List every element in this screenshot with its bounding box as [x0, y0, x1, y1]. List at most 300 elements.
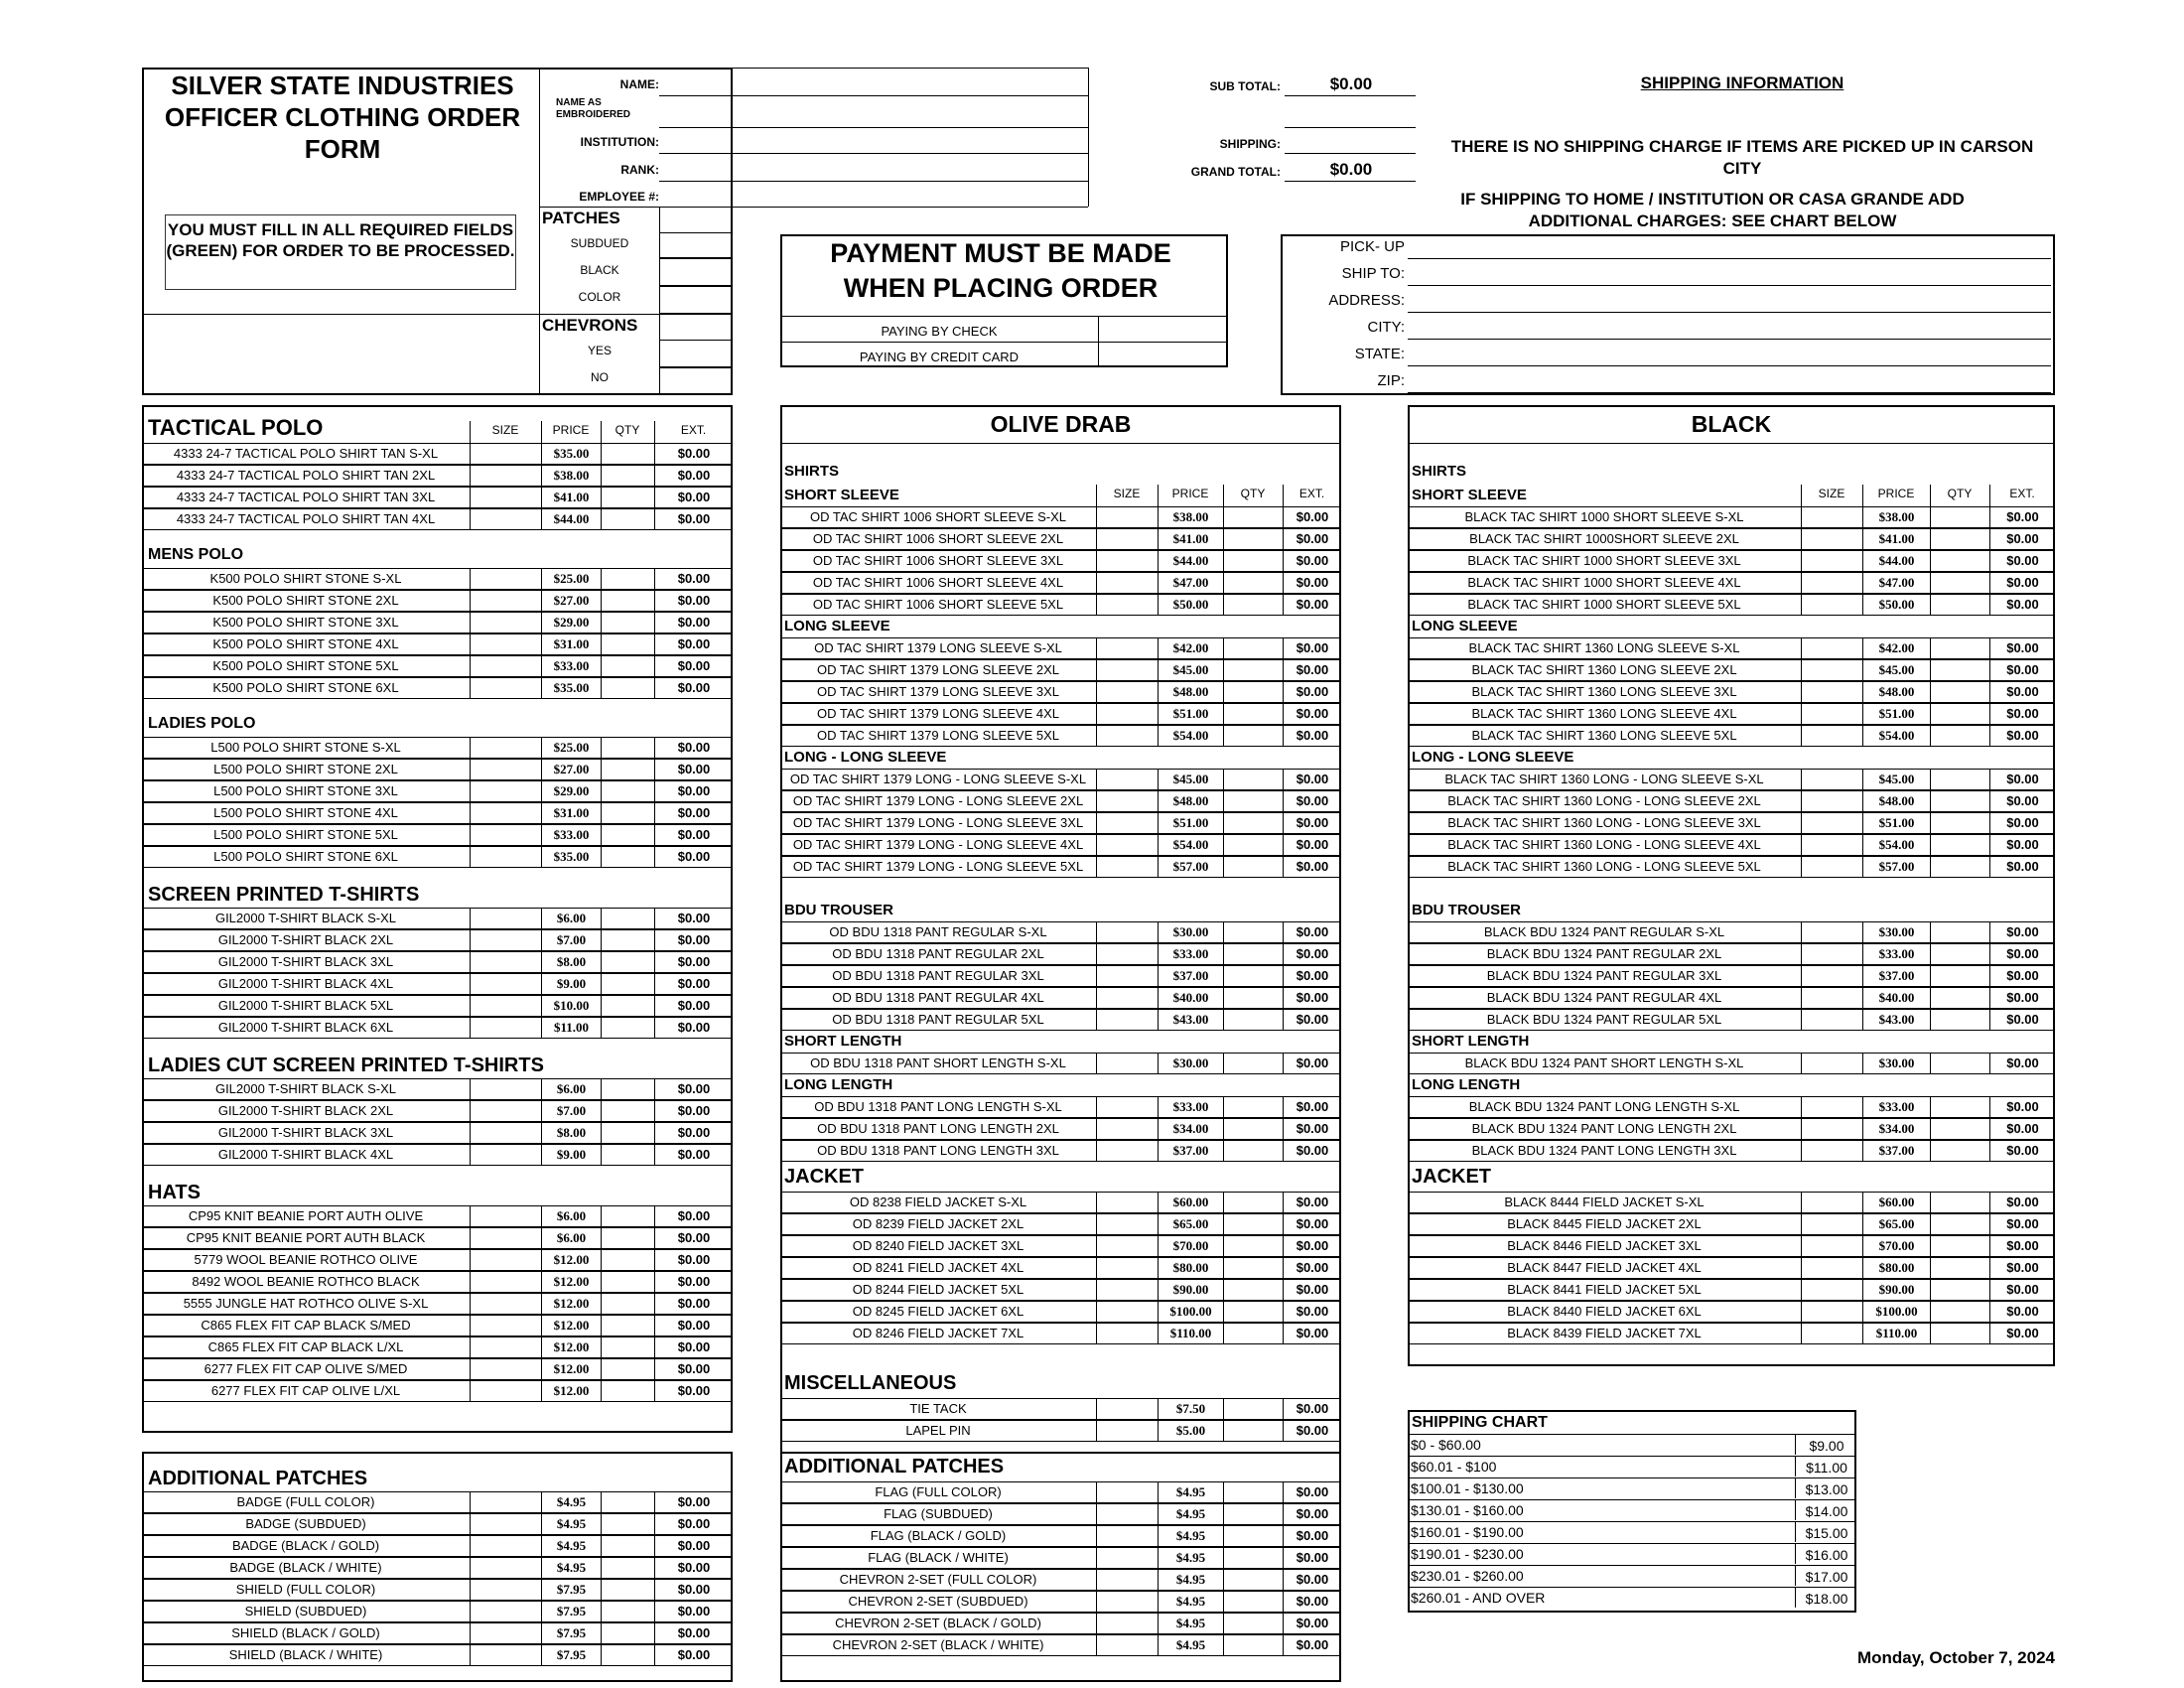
size-field[interactable]: [1096, 1504, 1158, 1524]
name-field[interactable]: [659, 95, 1088, 96]
item-extension: $0.00: [654, 1492, 733, 1512]
quantity-field[interactable]: [601, 738, 654, 758]
quantity-field[interactable]: [1930, 1324, 1989, 1343]
item-price: $38.00: [1158, 507, 1223, 527]
quantity-field[interactable]: [1930, 704, 1989, 724]
quantity-field[interactable]: [1930, 1119, 1989, 1139]
size-field[interactable]: [1801, 1097, 1862, 1117]
black-item-row: [1408, 506, 2055, 528]
size-field[interactable]: [1096, 944, 1158, 964]
patches-color-field[interactable]: [659, 286, 733, 314]
address-field-0[interactable]: [1408, 258, 2051, 259]
quantity-field[interactable]: [601, 1536, 654, 1556]
shipping-range: $260.01 - AND OVER: [1411, 1590, 1546, 1606]
quantity-field[interactable]: [1223, 1526, 1283, 1546]
size-field[interactable]: [1801, 1280, 1862, 1300]
size-field[interactable]: [1801, 1193, 1862, 1212]
item-price: $4.95: [1158, 1635, 1223, 1655]
quantity-field[interactable]: [1223, 813, 1283, 833]
size-field[interactable]: [1801, 660, 1862, 680]
size-field[interactable]: [470, 656, 541, 676]
item-extension: $0.00: [1989, 835, 2055, 855]
quantity-field[interactable]: [1930, 1054, 1989, 1073]
pay-card-field[interactable]: [1100, 344, 1225, 365]
size-field[interactable]: [470, 1145, 541, 1165]
size-field[interactable]: [470, 634, 541, 654]
size-field[interactable]: [1096, 1193, 1158, 1212]
quantity-field[interactable]: [1223, 857, 1283, 877]
quantity-field[interactable]: [601, 488, 654, 507]
size-field[interactable]: [470, 1558, 541, 1578]
quantity-field[interactable]: [1930, 1258, 1989, 1278]
item-price: $57.00: [1158, 857, 1223, 877]
quantity-field[interactable]: [601, 1337, 654, 1357]
institution-field[interactable]: [659, 153, 1088, 154]
quantity-field[interactable]: [1930, 1097, 1989, 1117]
quantity-field[interactable]: [601, 1145, 654, 1165]
size-field[interactable]: [470, 591, 541, 611]
quantity-field[interactable]: [601, 1558, 654, 1578]
quantity-field[interactable]: [601, 1228, 654, 1248]
item-price: $4.95: [1158, 1614, 1223, 1633]
quantity-field[interactable]: [1223, 1399, 1283, 1419]
size-field[interactable]: [1096, 1548, 1158, 1568]
quantity-field[interactable]: [1930, 573, 1989, 593]
quantity-field[interactable]: [1930, 1214, 1989, 1234]
item-description: BADGE (SUBDUED): [245, 1516, 366, 1531]
size-field[interactable]: [1801, 704, 1862, 724]
size-field[interactable]: [1096, 966, 1158, 986]
size-field[interactable]: [1096, 1236, 1158, 1256]
quantity-field[interactable]: [1223, 1570, 1283, 1590]
size-field[interactable]: [1096, 988, 1158, 1008]
item-description: GIL2000 T-SHIRT BLACK 2XL: [217, 1103, 394, 1118]
size-field[interactable]: [470, 466, 541, 486]
size-field[interactable]: [1096, 835, 1158, 855]
size-field[interactable]: [1801, 922, 1862, 942]
quantity-field[interactable]: [1930, 857, 1989, 877]
size-field[interactable]: [1801, 1214, 1862, 1234]
size-field[interactable]: [470, 1602, 541, 1621]
size-field[interactable]: [470, 678, 541, 698]
quantity-field[interactable]: [601, 634, 654, 654]
item-extension: $0.00: [654, 760, 733, 779]
item-price: $80.00: [1158, 1258, 1223, 1278]
quantity-field[interactable]: [1930, 835, 1989, 855]
quantity-field[interactable]: [601, 847, 654, 867]
size-field[interactable]: [1801, 726, 1862, 746]
quantity-field[interactable]: [1223, 791, 1283, 811]
size-field[interactable]: [1801, 813, 1862, 833]
item-extension: $0.00: [1283, 1504, 1341, 1524]
size-field[interactable]: [1096, 704, 1158, 724]
quantity-field[interactable]: [1223, 595, 1283, 615]
size-field[interactable]: [1096, 813, 1158, 833]
size-field[interactable]: [1096, 1421, 1158, 1441]
size-field[interactable]: [1096, 1570, 1158, 1590]
size-field[interactable]: [1096, 529, 1158, 549]
quantity-field[interactable]: [1223, 1635, 1283, 1655]
quantity-field[interactable]: [1930, 660, 1989, 680]
olive-item-row: [780, 637, 1341, 659]
size-field[interactable]: [470, 930, 541, 950]
size-field[interactable]: [1096, 1280, 1158, 1300]
size-field[interactable]: [1096, 1097, 1158, 1117]
item-price: $51.00: [1158, 704, 1223, 724]
size-field[interactable]: [1096, 573, 1158, 593]
quantity-field[interactable]: [601, 1206, 654, 1226]
quantity-field[interactable]: [1930, 1280, 1989, 1300]
quantity-field[interactable]: [601, 781, 654, 801]
employee-field[interactable]: [659, 207, 1088, 208]
size-field[interactable]: [470, 1018, 541, 1038]
size-field[interactable]: [470, 847, 541, 867]
size-field[interactable]: [1801, 1010, 1862, 1030]
item-extension: $0.00: [1283, 1421, 1341, 1441]
institution-label: INSTITUTION:: [580, 135, 659, 149]
size-field[interactable]: [1801, 835, 1862, 855]
quantity-field[interactable]: [601, 1101, 654, 1121]
quantity-field[interactable]: [1223, 1141, 1283, 1161]
item-price: $12.00: [541, 1272, 601, 1292]
size-field[interactable]: [470, 825, 541, 845]
address-field-1[interactable]: [1408, 285, 2051, 286]
size-field[interactable]: [1096, 507, 1158, 527]
quantity-field[interactable]: [601, 1602, 654, 1621]
quantity-field[interactable]: [601, 1294, 654, 1314]
quantity-field[interactable]: [1930, 1302, 1989, 1322]
patches-subdued-field[interactable]: [659, 232, 733, 258]
quantity-field[interactable]: [601, 1250, 654, 1270]
quantity-field[interactable]: [1223, 1302, 1283, 1322]
size-field[interactable]: [1096, 595, 1158, 615]
quantity-field[interactable]: [601, 825, 654, 845]
item-extension: $0.00: [1989, 1236, 2055, 1256]
quantity-field[interactable]: [601, 1381, 654, 1401]
size-field[interactable]: [470, 569, 541, 589]
address-field-3[interactable]: [1408, 339, 2051, 340]
quantity-field[interactable]: [1930, 1193, 1989, 1212]
size-field[interactable]: [1096, 1010, 1158, 1030]
quantity-field[interactable]: [1223, 1258, 1283, 1278]
section-title: LADIES CUT SCREEN PRINTED T-SHIRTS: [148, 1055, 544, 1076]
size-field[interactable]: [1801, 638, 1862, 658]
size-field[interactable]: [1801, 944, 1862, 964]
quantity-field[interactable]: [601, 974, 654, 994]
item-extension: $0.00: [654, 1645, 733, 1665]
rank-field[interactable]: [659, 181, 1088, 182]
size-field[interactable]: [1801, 1302, 1862, 1322]
patches-black-field[interactable]: [659, 258, 733, 286]
item-price: $37.00: [1158, 966, 1223, 986]
size-field[interactable]: [470, 760, 541, 779]
shipping-cost: $11.00: [1795, 1457, 1857, 1477]
quantity-field[interactable]: [601, 613, 654, 633]
quantity-field[interactable]: [1223, 638, 1283, 658]
quantity-field[interactable]: [1223, 944, 1283, 964]
quantity-field[interactable]: [1930, 1141, 1989, 1161]
quantity-field[interactable]: [601, 909, 654, 928]
quantity-field[interactable]: [1223, 704, 1283, 724]
quantity-field[interactable]: [1930, 529, 1989, 549]
quantity-field[interactable]: [601, 1316, 654, 1336]
quantity-field[interactable]: [1930, 966, 1989, 986]
shipping-total-field[interactable]: [1285, 153, 1416, 154]
quantity-field[interactable]: [1223, 922, 1283, 942]
quantity-field[interactable]: [1930, 944, 1989, 964]
size-field[interactable]: [470, 974, 541, 994]
size-field[interactable]: [1096, 770, 1158, 789]
pay-check-field[interactable]: [1100, 318, 1225, 340]
size-field[interactable]: [1801, 551, 1862, 571]
size-field[interactable]: [470, 1492, 541, 1512]
form-date: Monday, October 7, 2024: [1856, 1648, 2055, 1667]
size-field[interactable]: [470, 509, 541, 529]
quantity-field[interactable]: [1223, 835, 1283, 855]
quantity-field[interactable]: [1223, 726, 1283, 746]
quantity-field[interactable]: [1930, 726, 1989, 746]
section-title: ADDITIONAL PATCHES: [148, 1468, 368, 1489]
address-field-4[interactable]: [1408, 365, 2051, 366]
size-field[interactable]: [1096, 1054, 1158, 1073]
quantity-field[interactable]: [601, 466, 654, 486]
quantity-field[interactable]: [601, 444, 654, 464]
size-field[interactable]: [470, 803, 541, 823]
size-field[interactable]: [470, 1123, 541, 1143]
item-extension: $0.00: [654, 803, 733, 823]
size-field[interactable]: [1801, 1119, 1862, 1139]
quantity-field[interactable]: [1223, 966, 1283, 986]
size-field[interactable]: [1096, 1399, 1158, 1419]
size-field[interactable]: [470, 1272, 541, 1292]
item-price: $51.00: [1862, 704, 1930, 724]
quantity-field[interactable]: [1223, 1592, 1283, 1612]
embroidered-name-field[interactable]: [659, 127, 1088, 128]
quantity-field[interactable]: [601, 1123, 654, 1143]
quantity-field[interactable]: [1223, 529, 1283, 549]
quantity-field[interactable]: [1930, 507, 1989, 527]
size-field[interactable]: [1096, 551, 1158, 571]
left-item-row: [142, 1078, 733, 1100]
quantity-field[interactable]: [1223, 1119, 1283, 1139]
size-field[interactable]: [1096, 1482, 1158, 1502]
address-field-2[interactable]: [1408, 312, 2051, 313]
quantity-field[interactable]: [601, 569, 654, 589]
quantity-field[interactable]: [1223, 988, 1283, 1008]
item-extension: $0.00: [1283, 1141, 1341, 1161]
item-price: $10.00: [541, 996, 601, 1016]
quantity-field[interactable]: [601, 656, 654, 676]
address-label-0: PICK- UP: [1339, 238, 1405, 255]
size-field[interactable]: [470, 1079, 541, 1099]
quantity-field[interactable]: [601, 803, 654, 823]
quantity-field[interactable]: [601, 1492, 654, 1512]
size-field[interactable]: [470, 488, 541, 507]
size-field[interactable]: [1096, 1302, 1158, 1322]
item-extension: $0.00: [1283, 922, 1341, 942]
quantity-field[interactable]: [1223, 660, 1283, 680]
size-field[interactable]: [470, 1206, 541, 1226]
quantity-field[interactable]: [601, 1580, 654, 1600]
size-field[interactable]: [1096, 1258, 1158, 1278]
address-label-1: SHIP TO:: [1341, 265, 1405, 282]
quantity-field[interactable]: [1223, 1280, 1283, 1300]
size-field[interactable]: [1801, 1258, 1862, 1278]
size-field[interactable]: [1096, 660, 1158, 680]
size-field[interactable]: [470, 781, 541, 801]
quantity-field[interactable]: [601, 930, 654, 950]
size-field[interactable]: [1801, 1141, 1862, 1161]
size-field[interactable]: [470, 1514, 541, 1534]
size-field[interactable]: [1096, 726, 1158, 746]
quantity-field[interactable]: [1223, 770, 1283, 789]
item-price: $9.00: [541, 974, 601, 994]
size-field[interactable]: [470, 952, 541, 972]
quantity-field[interactable]: [601, 678, 654, 698]
quantity-field[interactable]: [1223, 1214, 1283, 1234]
quantity-field[interactable]: [601, 1272, 654, 1292]
item-description: BLACK TAC SHIRT 1000 SHORT SLEEVE S-XL: [1464, 509, 1744, 524]
size-field[interactable]: [1801, 529, 1862, 549]
size-field[interactable]: [1096, 791, 1158, 811]
item-extension: $0.00: [654, 678, 733, 698]
quantity-field[interactable]: [1930, 1236, 1989, 1256]
left-item-row: [142, 1601, 733, 1622]
item-price: $33.00: [1862, 944, 1930, 964]
size-field[interactable]: [1096, 1119, 1158, 1139]
quantity-field[interactable]: [601, 760, 654, 779]
quantity-field[interactable]: [1223, 1504, 1283, 1524]
quantity-field[interactable]: [601, 1623, 654, 1643]
size-field[interactable]: [470, 996, 541, 1016]
size-field[interactable]: [1096, 857, 1158, 877]
quantity-field[interactable]: [1930, 638, 1989, 658]
quantity-field[interactable]: [1930, 922, 1989, 942]
size-field[interactable]: [470, 909, 541, 928]
quantity-field[interactable]: [1223, 551, 1283, 571]
quantity-field[interactable]: [1223, 1324, 1283, 1343]
quantity-field[interactable]: [1930, 988, 1989, 1008]
size-field[interactable]: [1096, 922, 1158, 942]
quantity-field[interactable]: [1223, 573, 1283, 593]
quantity-field[interactable]: [1223, 682, 1283, 702]
size-field[interactable]: [1096, 1526, 1158, 1546]
chevrons-no-field[interactable]: [659, 367, 733, 395]
quantity-field[interactable]: [601, 952, 654, 972]
size-field[interactable]: [1096, 1214, 1158, 1234]
size-field[interactable]: [470, 1536, 541, 1556]
quantity-field[interactable]: [1223, 1010, 1283, 1030]
item-description: GIL2000 T-SHIRT BLACK S-XL: [214, 1081, 397, 1096]
quantity-field[interactable]: [1930, 682, 1989, 702]
quantity-field[interactable]: [1930, 595, 1989, 615]
size-field[interactable]: [470, 444, 541, 464]
quantity-field[interactable]: [1223, 1614, 1283, 1633]
size-field[interactable]: [1096, 1141, 1158, 1161]
chevrons-yes-field[interactable]: [659, 340, 733, 367]
quantity-field[interactable]: [601, 1018, 654, 1038]
quantity-field[interactable]: [1930, 551, 1989, 571]
size-field[interactable]: [1801, 573, 1862, 593]
address-field-5[interactable]: [1408, 392, 2051, 393]
item-extension: $0.00: [1989, 944, 2055, 964]
quantity-field[interactable]: [601, 996, 654, 1016]
quantity-field[interactable]: [601, 1359, 654, 1379]
quantity-field[interactable]: [601, 1079, 654, 1099]
quantity-field[interactable]: [1223, 507, 1283, 527]
size-field[interactable]: [470, 1623, 541, 1643]
quantity-field[interactable]: [601, 1514, 654, 1534]
item-price: $90.00: [1158, 1280, 1223, 1300]
size-field[interactable]: [470, 1228, 541, 1248]
size-field[interactable]: [1801, 682, 1862, 702]
quantity-field[interactable]: [1223, 1548, 1283, 1568]
item-price: $6.00: [541, 1079, 601, 1099]
quantity-field[interactable]: [1223, 1097, 1283, 1117]
size-field[interactable]: [1801, 857, 1862, 877]
size-field[interactable]: [470, 1294, 541, 1314]
size-field[interactable]: [1801, 1324, 1862, 1343]
quantity-field[interactable]: [1223, 1236, 1283, 1256]
quantity-field[interactable]: [1223, 1054, 1283, 1073]
size-field[interactable]: [470, 613, 541, 633]
size-field[interactable]: [1096, 638, 1158, 658]
item-extension: $0.00: [654, 634, 733, 654]
size-field[interactable]: [470, 1316, 541, 1336]
size-field[interactable]: [470, 1359, 541, 1379]
left-item-row: [142, 1513, 733, 1535]
size-field[interactable]: [1801, 988, 1862, 1008]
shipping-chart-title: SHIPPING CHART: [1412, 1414, 1548, 1431]
quantity-field[interactable]: [1930, 770, 1989, 789]
item-description: FLAG (BLACK / WHITE): [868, 1550, 1009, 1565]
item-price: $40.00: [1862, 988, 1930, 1008]
size-field[interactable]: [1801, 595, 1862, 615]
quantity-field[interactable]: [1930, 791, 1989, 811]
quantity-field[interactable]: [601, 591, 654, 611]
shipping-range: $160.01 - $190.00: [1411, 1524, 1524, 1540]
size-field[interactable]: [1801, 791, 1862, 811]
size-field[interactable]: [470, 1250, 541, 1270]
quantity-field[interactable]: [601, 1645, 654, 1665]
size-field[interactable]: [470, 1645, 541, 1665]
size-field[interactable]: [1096, 1324, 1158, 1343]
quantity-field[interactable]: [1930, 813, 1989, 833]
size-field[interactable]: [1801, 770, 1862, 789]
size-field[interactable]: [470, 1580, 541, 1600]
size-field[interactable]: [470, 1337, 541, 1357]
size-field[interactable]: [1096, 1614, 1158, 1633]
size-field[interactable]: [1801, 1236, 1862, 1256]
size-field[interactable]: [1096, 1592, 1158, 1612]
item-extension: $0.00: [1989, 1193, 2055, 1212]
quantity-field[interactable]: [1223, 1421, 1283, 1441]
item-extension: $0.00: [1989, 1010, 2055, 1030]
size-field[interactable]: [1801, 507, 1862, 527]
size-field[interactable]: [1801, 1054, 1862, 1073]
item-description: 6277 FLEX FIT CAP OLIVE S/MED: [204, 1361, 408, 1376]
size-field[interactable]: [470, 738, 541, 758]
size-field[interactable]: [1096, 1635, 1158, 1655]
quantity-field[interactable]: [1930, 1010, 1989, 1030]
size-field[interactable]: [470, 1101, 541, 1121]
size-field[interactable]: [470, 1381, 541, 1401]
size-field[interactable]: [1096, 682, 1158, 702]
quantity-field[interactable]: [601, 509, 654, 529]
size-field[interactable]: [1801, 966, 1862, 986]
quantity-field[interactable]: [1223, 1482, 1283, 1502]
quantity-field[interactable]: [1223, 1193, 1283, 1212]
